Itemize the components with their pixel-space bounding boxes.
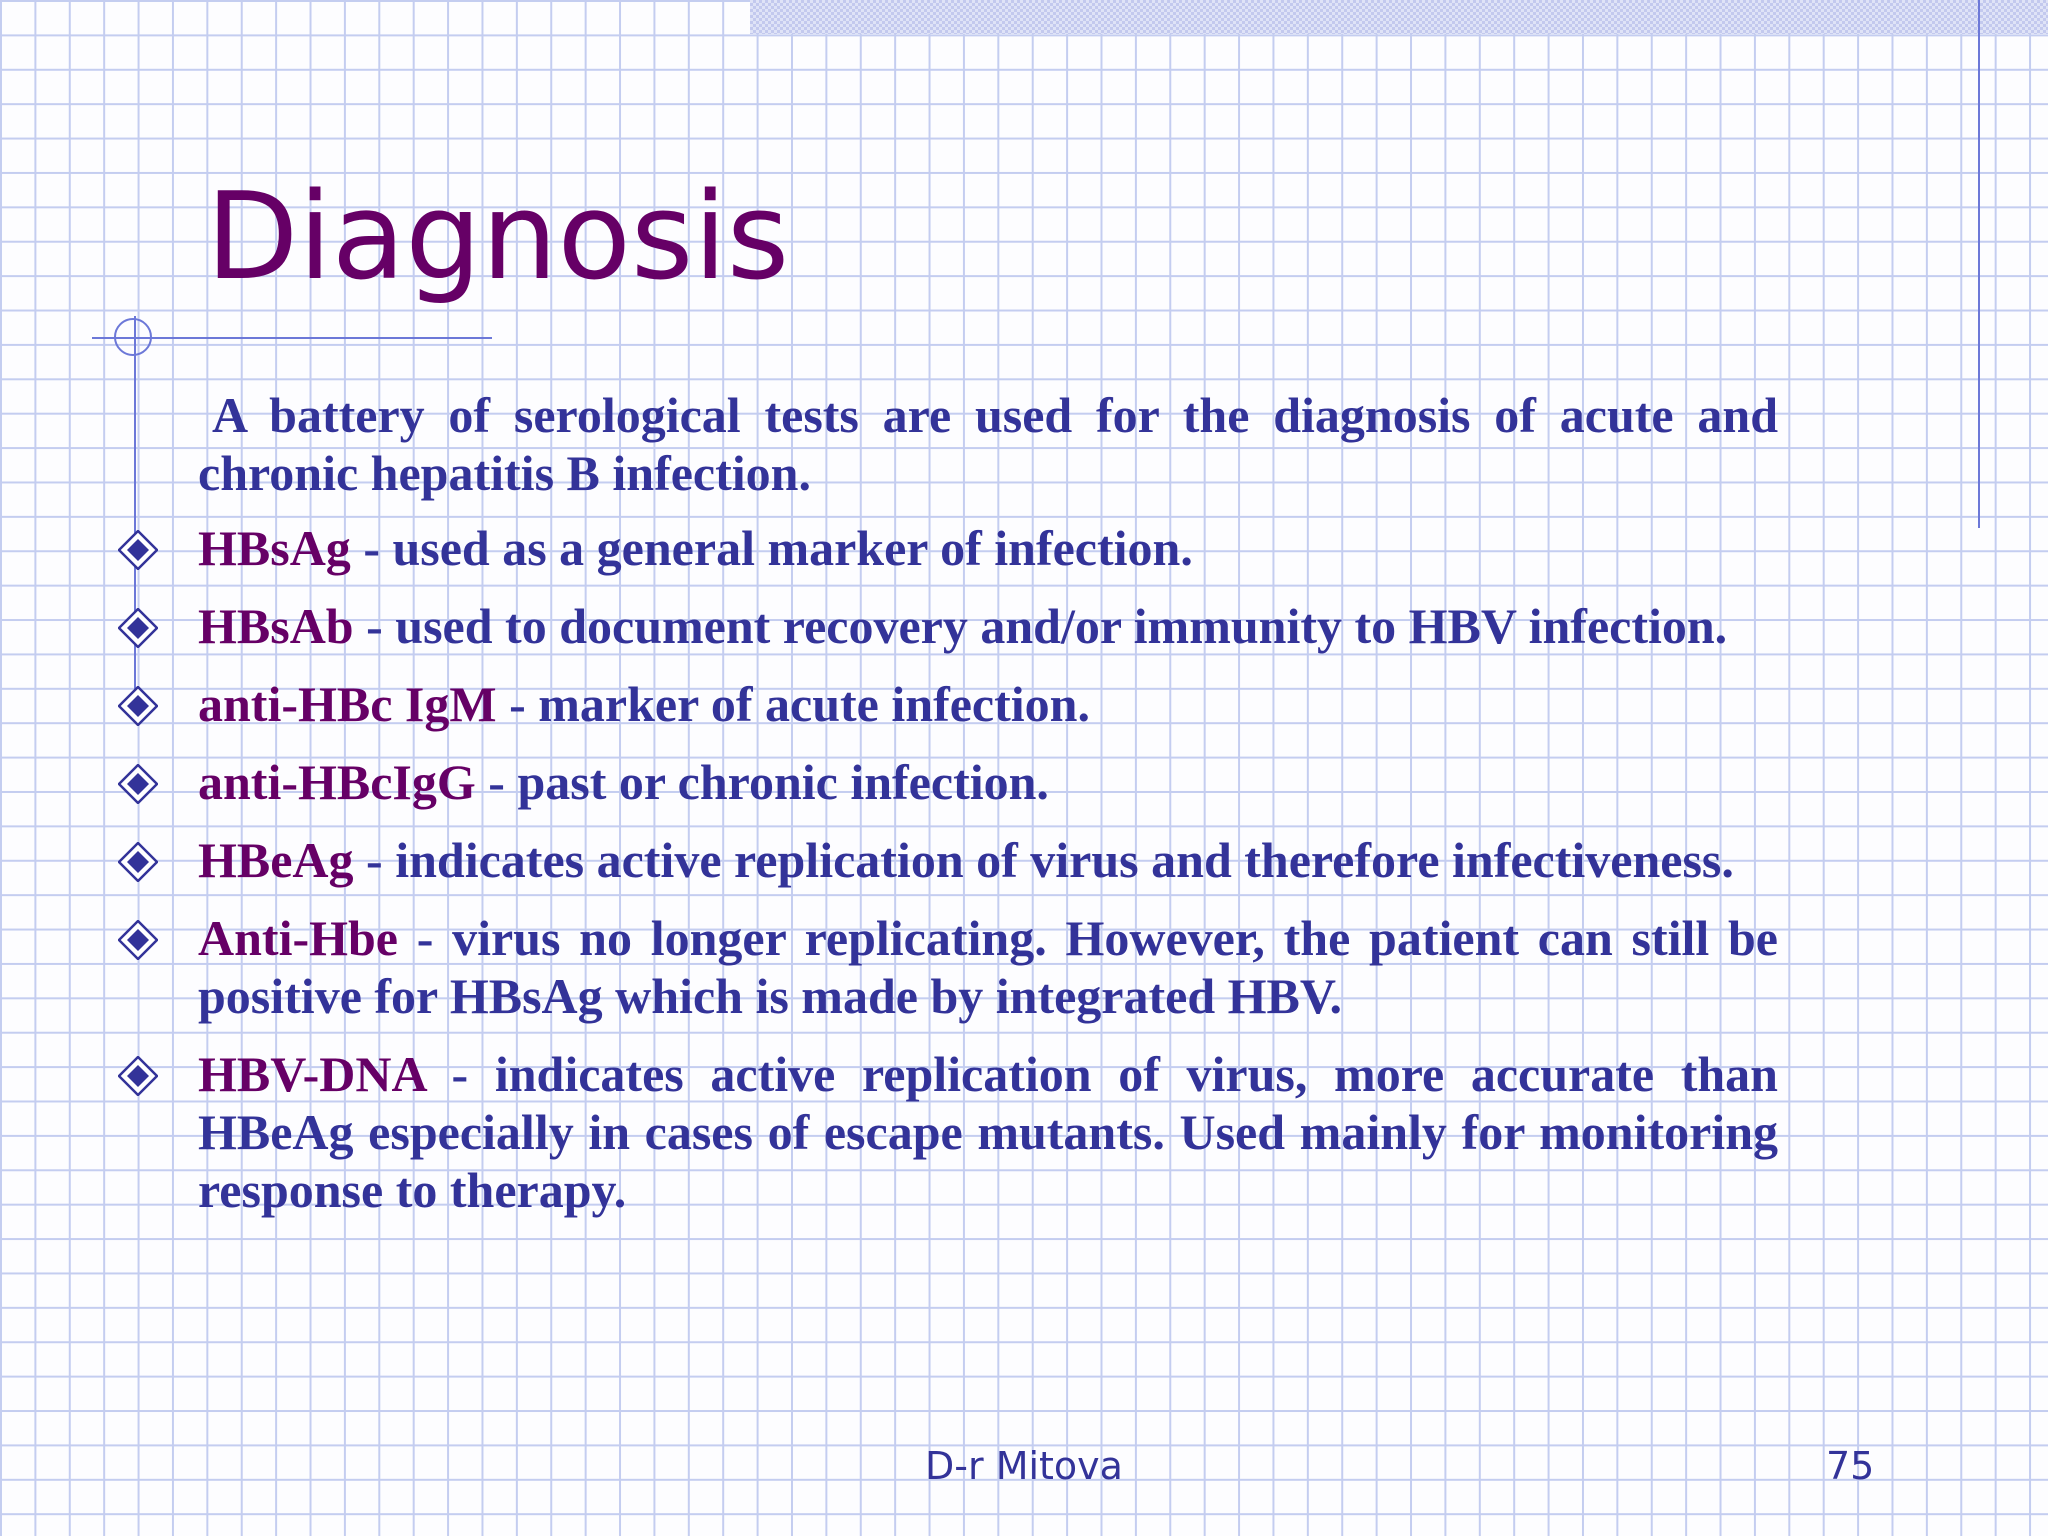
marker-term: HBeAg — [198, 832, 354, 888]
marker-term: Anti-Hbe — [198, 910, 398, 966]
list-item — [198, 1045, 1778, 1219]
marker-term: HBsAb — [198, 598, 354, 654]
slide-body — [198, 386, 1778, 1239]
top-decorative-band — [750, 0, 2048, 34]
marker-term: HBV-DNA — [198, 1046, 425, 1102]
diamond-bullet-icon — [118, 1056, 158, 1096]
marker-term: HBsAg — [198, 520, 351, 576]
marker-description: - used to document recovery and/or immunity to HBV infection. — [353, 598, 1728, 654]
title-underline-rule — [92, 337, 492, 339]
list-item — [198, 519, 1778, 577]
list-item — [198, 597, 1778, 655]
marker-term: anti-HBcIgG — [198, 754, 476, 810]
diamond-bullet-icon — [118, 686, 158, 726]
diamond-bullet-icon — [118, 920, 158, 960]
marker-description: - marker of acute infection. — [496, 676, 1090, 732]
diamond-bullet-icon — [118, 764, 158, 804]
slide-title: Diagnosis — [206, 168, 790, 307]
right-decorative-rule — [1978, 0, 1980, 528]
footer-author: D-r Mitova — [925, 1444, 1123, 1488]
diamond-bullet-icon — [118, 842, 158, 882]
diamond-bullet-icon — [118, 530, 158, 570]
diamond-bullet-icon — [118, 608, 158, 648]
list-item — [198, 909, 1778, 1025]
marker-description: - virus no longer replicating. However, the patient can still be positive for HBsAg which is made by integrated HBV. — [198, 910, 1778, 1024]
intro-paragraph: A battery of serological tests are used for the diagnosis of acute and chronic hepatitis B infection. — [198, 387, 1778, 501]
marker-term: anti-HBc IgM — [198, 676, 497, 732]
left-decorative-rule — [134, 316, 136, 710]
crosshair-circle-ornament — [114, 318, 152, 356]
marker-description: - past or chronic infection. — [475, 754, 1049, 810]
list-item — [198, 753, 1778, 811]
marker-description: - used as a general marker of infection. — [350, 520, 1193, 576]
list-item — [198, 831, 1778, 889]
page-number: 75 — [1826, 1444, 1875, 1488]
marker-description: - indicates active replication of virus and therefore infectiveness. — [353, 832, 1734, 888]
marker-description: - indicates active replication of virus, more accurate than HBeAg especially in cases of escape mutants. Used mainly for monitoring response to therapy. — [198, 1046, 1778, 1218]
list-item — [198, 675, 1778, 733]
